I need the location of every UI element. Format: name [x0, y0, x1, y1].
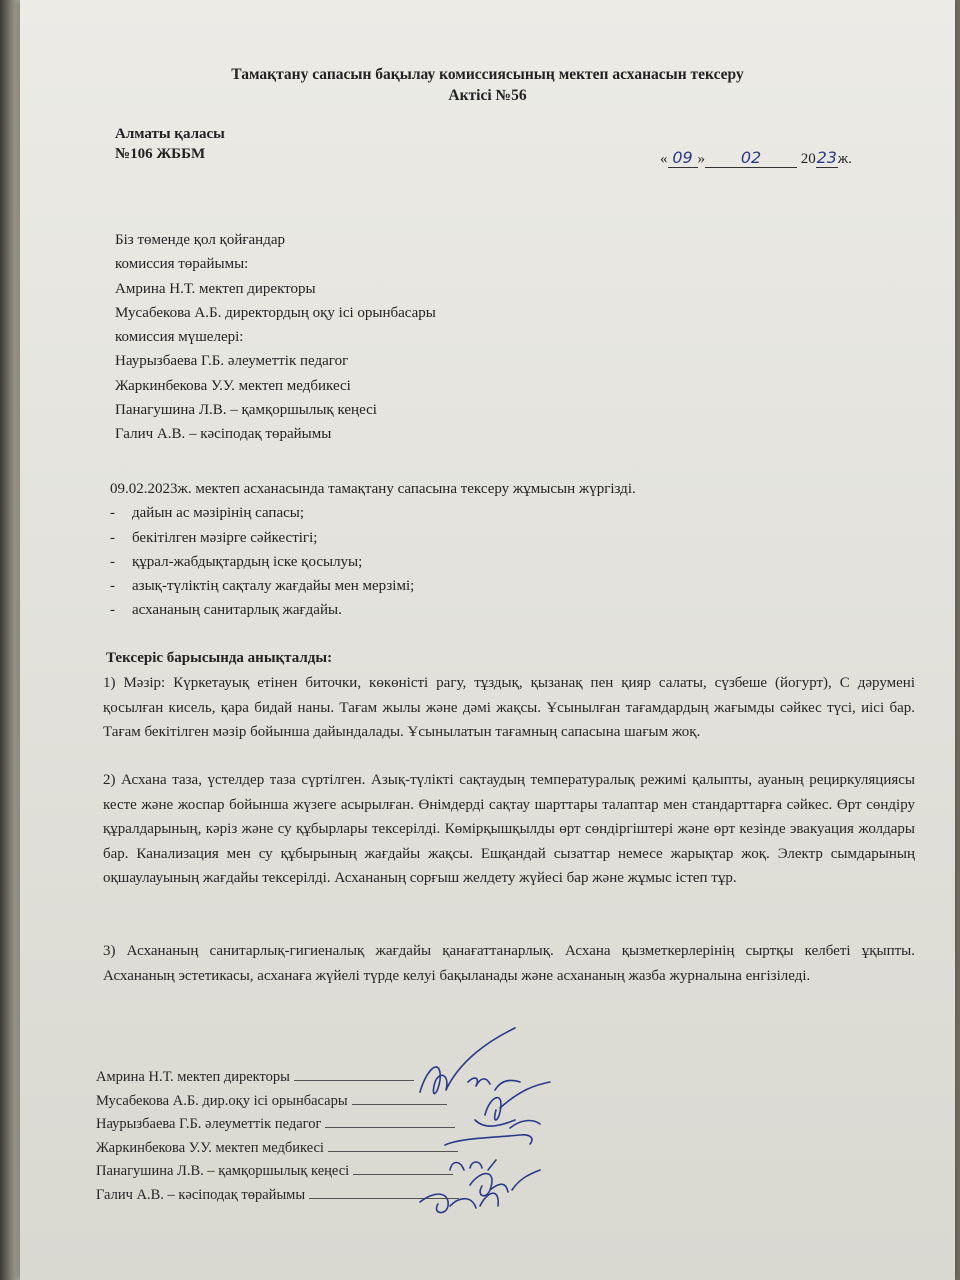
date-month: 02 [740, 148, 762, 167]
inspection-item: - дайын ас мәзірінің сапасы; [110, 501, 636, 525]
inspection-statement: 09.02.2023ж. мектеп асханасында тамақтану сапасына тексеру жұмысын жүргізді. [110, 481, 636, 497]
findings-heading: Тексеріс барысында анықталды: [106, 650, 333, 666]
date-open-quote: « [660, 151, 668, 167]
date-close-quote: » [697, 151, 705, 167]
title-line-2: Актісі №56 [448, 87, 527, 104]
intro-block [115, 228, 436, 447]
findings-paragraph-1: 1) Мәзір: Күркетауық етінен биточки, көкөністі рагу, тұздық, қызанақ пен қияр салаты, сүзбеше (йогурт), С дәрумені қосылған кисель, қара бидай наны. Тағам жылы және дәмі жақсы. Ұсынылған тағамдардың жағымды сәйкес түсі, иісі бар. Тағам бекітілген мәзір бойынша дайындалады. Ұсынылатын тағамның сапасына шағым жоқ. [103, 675, 915, 740]
signatory-name: Мусабекова А.Б. дир.оқу ісі орынбасары [96, 1092, 348, 1109]
signatory-name: Галич А.В. – кәсіподақ төрайымы [96, 1186, 306, 1203]
intro-line: Амрина Н.Т. мектеп директоры [115, 280, 316, 297]
city-label: Алматы қаласы [115, 126, 225, 142]
inspection-item: - құрал-жабдықтардың іске қосылуы; [110, 550, 636, 574]
inspection-item: - асхананың санитарлық жағдайы. [110, 598, 636, 622]
title-line-1: Тамақтану сапасын бақылау комиссиясының мектеп асханасын тексеру [231, 66, 744, 83]
inspection-item: - азық-түліктің сақталу жағдайы мен мерзімі; [110, 574, 636, 598]
inspection-block [110, 477, 636, 623]
signatory-name: Наурызбаева Г.Б. әлеуметтік педагог [96, 1116, 322, 1132]
intro-line: Біз төменде қол қойғандар [115, 232, 285, 248]
intro-line: Панагушина Л.В. – қамқоршылық кеңесі [115, 402, 377, 419]
signatory-name: Амрина Н.Т. мектеп директоры [96, 1069, 290, 1085]
date-year-end: ж. [837, 151, 852, 167]
intro-line: Жаркинбекова У.У. мектеп медбикесі [115, 377, 351, 394]
intro-line: комиссия мүшелері: [115, 329, 244, 346]
findings-paragraph-3: 3) Асхананың санитарлық-гигиеналық жағдайы қанағаттанарлық. Асхана қызметкерлерінің сыртқы келбеті ұқыпты. Асхананың эстетикасы, асханаға жүйелі түрде келуі бақыланады және асхананың жазба журналына енгізіледі. [103, 943, 915, 984]
inspection-item: - бекітілген мәзірге сәйкестігі; [110, 526, 636, 550]
signatory-name: Жаркинбекова У.У. мектеп медбикесі [96, 1139, 324, 1156]
intro-line: Мусабекова А.Б. директордың оқу ісі орынбасары [115, 304, 436, 321]
intro-line: Галич А.В. – кәсіподақ төрайымы [115, 426, 332, 443]
inspection-list [110, 501, 636, 622]
date-year-suffix: 23 [816, 148, 837, 167]
handwritten-signatures-graphic [380, 1020, 580, 1220]
date-day: 09 [672, 148, 693, 167]
document-date [660, 150, 852, 168]
signatory-name: Панагушина Л.В. – қамқоршылық кеңесі [96, 1163, 350, 1179]
document-title [20, 64, 955, 106]
intro-line: комиссия төрайымы: [115, 256, 249, 273]
findings-paragraph-2: 2) Асхана таза, үстелдер таза сүртілген. Азық-түлікті сақтаудың температуралық режимі қалыпты, ауаның рециркуляциясы кесте және жоспар бойынша жүзеге асырылған. Өнімдерді сақтау шарттары талаптар мен стандарттарға сәйкес. Өрт сөндіру құралдарының, кәріз және су құбырлары тексерілді. Көмірқышқылды өрт сөндіргіштері және өрт кезінде эвакуация жолдары бар. Канализация мен су құбырының жағдайы жақсы. Ешқандай сызаттар немесе жарықтар жоқ. Электр сымдарының оқшаулауының жағдайы тексерілді. Асхананың сорғыш желдету жүйесі бар және жұмыс істеп тұр. [103, 772, 915, 886]
school-label: №106 ЖББМ [115, 146, 206, 162]
document-sheet [20, 0, 955, 1280]
intro-line: Наурызбаева Г.Б. әлеуметтік педагог [115, 353, 349, 370]
background-page-edge [0, 0, 22, 1280]
date-year-prefix: 20 [800, 151, 816, 167]
